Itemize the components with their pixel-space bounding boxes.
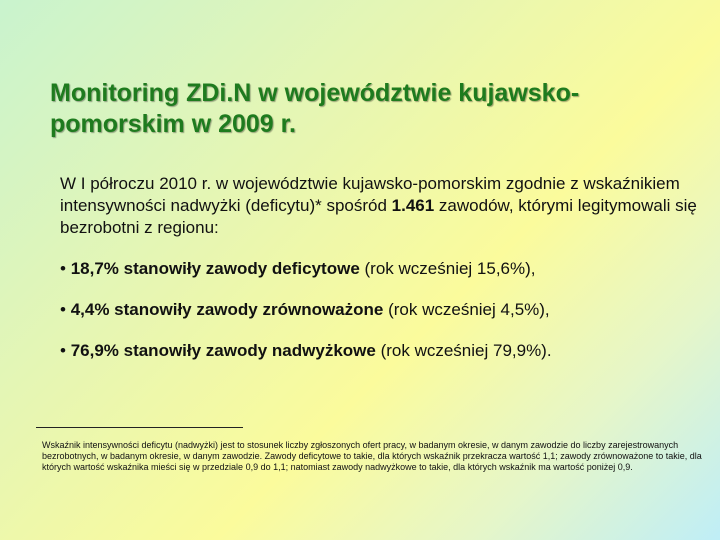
deficit-share: 18,7% stanowiły zawody deficytowe <box>70 259 360 278</box>
balanced-share: 4,4% stanowiły zawody zrównoważone <box>70 300 384 319</box>
surplus-share: 76,9% stanowiły zawody nadwyżkowe <box>70 341 376 360</box>
intro-paragraph <box>60 173 700 239</box>
footnote: Wskaźnik intensywności deficytu (nadwyżki) jest to stosunek liczby zgłoszonych ofert pracy, w badanym okresie, w danym zawodzie do liczby zarejestrowanych bezrobotnych, w badanym okresie, w danym zawodzie. Zawody deficytowe to takie, dla których wskaźnik przekracza wartość 1,1; zawody zrównoważone to takie, dla których wartość wskaźnika mieści się w przedziale 0,9 do 1,1; natomiast zawody nadwyżkowe to takie, dla których wskaźnik ma wartość poniżej 0,9. <box>42 440 702 472</box>
list-item-deficit <box>60 258 710 299</box>
list-item-balanced <box>60 299 710 340</box>
slide-title: Monitoring ZDi.N w województwie kujawsko-pomorskim w 2009 r. <box>50 79 580 138</box>
bullet-marker: • <box>60 259 66 278</box>
deficit-previous-year: (rok wcześniej 15,6%), <box>359 259 536 278</box>
balanced-previous-year: (rok wcześniej 4,5%), <box>383 300 550 319</box>
bullet-marker: • <box>60 300 66 319</box>
intro-text-before: W I półroczu 2010 r. w województwie kujawsko-pomorskim zgodnie z wskaźnikiem intensywności nadwyżki (deficytu)* spośród <box>60 174 680 215</box>
intro-text-after: zawodów, którymi legitymowali się bezrobotni z regionu: <box>60 196 697 237</box>
bullet-marker: • <box>60 341 66 360</box>
footnote-separator <box>36 427 243 428</box>
statistics-list <box>60 258 710 381</box>
occupation-count: 1.461 <box>391 196 435 215</box>
surplus-previous-year: (rok wcześniej 79,9%). <box>375 341 552 360</box>
list-item-surplus <box>60 340 710 381</box>
